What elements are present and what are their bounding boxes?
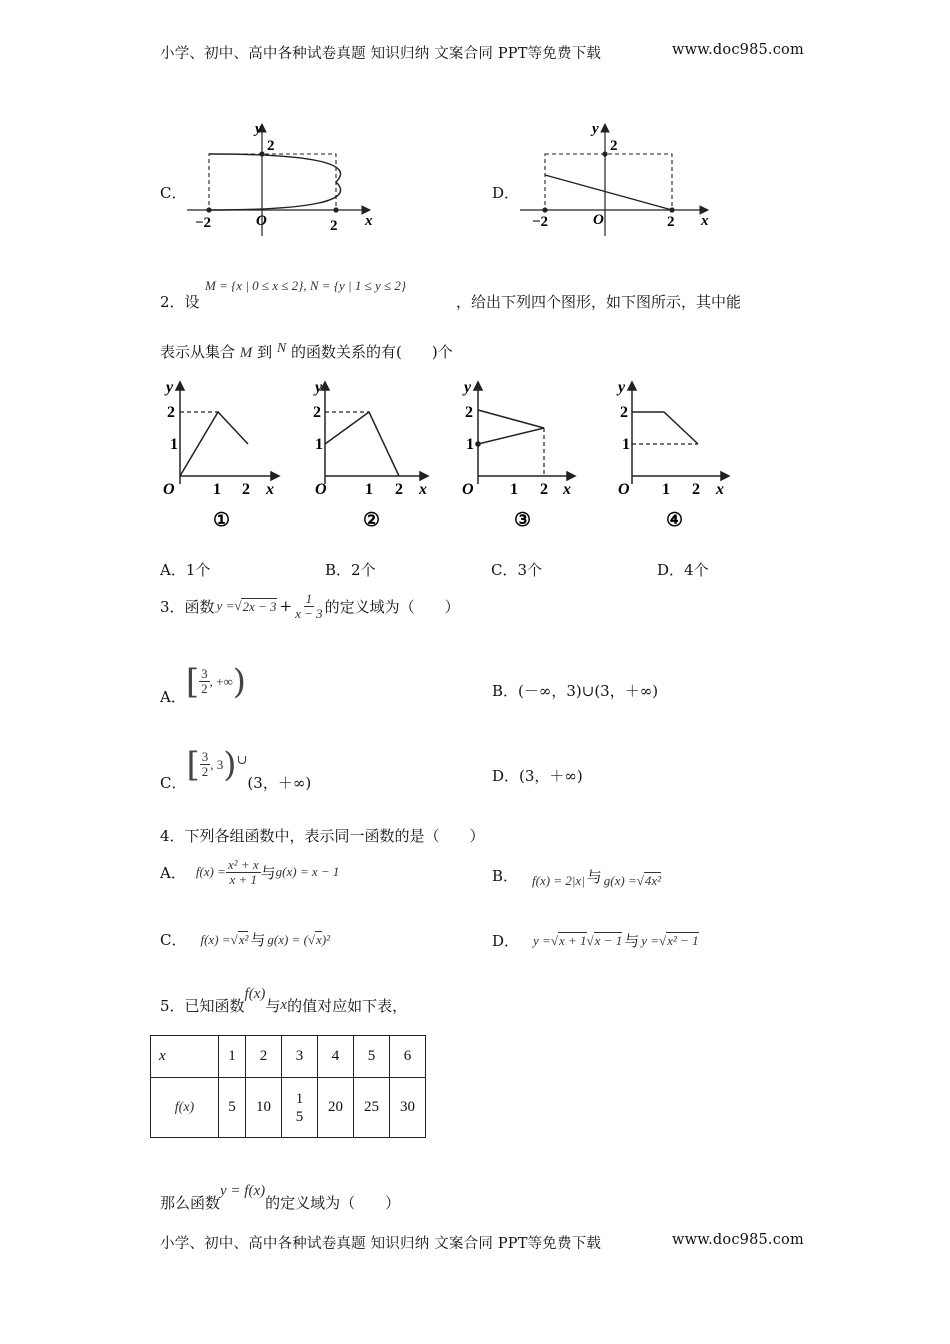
q5-cell: 20 <box>318 1078 354 1138</box>
q2f2-one: 1 <box>315 436 323 453</box>
q2f4-x1: 1 <box>662 481 670 498</box>
q2-line2-a: 表示从集合 <box>160 343 236 361</box>
q2f4-o: O <box>618 481 630 498</box>
q2-figure-3 <box>450 372 585 532</box>
q5-cell: 30 <box>390 1078 426 1138</box>
q5-cell-split-bottom: 5 <box>295 1108 304 1125</box>
q3-a-tail: , +∞ <box>209 673 233 689</box>
q2-number: 2．设 <box>160 293 200 311</box>
q3-option-c[interactable]: C． [ $\frac{3}{2}$ , 3 ) ∪ (3，＋∞) <box>160 744 312 792</box>
q2-figure-2 <box>303 372 438 532</box>
q2-m: M <box>239 345 253 361</box>
q4-a-yu: 与 <box>260 863 276 882</box>
q2f2-two: 2 <box>313 404 321 421</box>
q1d-two-top: 2 <box>610 138 618 154</box>
q3-stem-b: 的定义域为（ ） <box>324 597 460 616</box>
q4-d-f: y = <box>533 932 551 948</box>
q5-cell: 6 <box>390 1036 426 1078</box>
q2-figure-4 <box>606 372 736 532</box>
q4-b-g-rad: 4x² <box>644 873 662 888</box>
q3-frac-num: 1 <box>305 591 313 606</box>
q3-c-den: 2 <box>201 764 209 779</box>
q2f2-x: x <box>419 481 427 498</box>
q4-d-g: y = <box>641 932 660 948</box>
q1d-y-label: y <box>592 121 599 137</box>
q4-b-yu: 与 <box>586 868 602 886</box>
q2f3-two: 2 <box>465 404 473 421</box>
q5-cell: f(x) <box>151 1078 219 1138</box>
q2-option-d[interactable]: D．4个 <box>657 561 709 579</box>
q5-cell-split <box>282 1078 318 1138</box>
q3-c-cup: ∪ <box>236 751 248 767</box>
q2f2-y: y <box>315 379 323 396</box>
q4-a-g: g(x) = x − 1 <box>275 864 340 880</box>
q5-x: x <box>280 997 288 1013</box>
q5-stem-c: 的值对应如下表， <box>287 997 408 1015</box>
q1-option-d-label: D． <box>492 184 520 202</box>
q4-a-den: x + 1 <box>229 871 258 887</box>
q4-c-g-tail: )² <box>321 931 331 947</box>
q5-stem-b: 与 <box>265 997 281 1015</box>
q4-a-label: A． <box>160 863 186 882</box>
q3-func-y: y = <box>216 598 235 614</box>
q2f4-two: 2 <box>620 404 628 421</box>
q5-stem <box>160 983 407 1016</box>
q2-text-a: ，给出下列四个图形，如下图所示，其中能 <box>456 293 742 311</box>
q2f4-x: x <box>716 481 724 498</box>
q3-plus: + <box>279 597 293 616</box>
q2-n: N <box>276 341 287 356</box>
q1c-y-label: y <box>255 121 262 137</box>
q4-option-d[interactable]: D． y = √ x + 1 √ x − 1 与 y = √ x² − 1 <box>492 932 699 950</box>
q4-c-label: C． <box>160 931 187 949</box>
q3-option-a[interactable]: A． [ $\frac{3}{2}$ , +∞ ) <box>160 661 246 706</box>
q1d-neg2: −2 <box>532 214 549 230</box>
q4-option-b[interactable]: B． f(x) = 2|x| 与 g(x) = √ 4x² <box>492 867 662 888</box>
q1-graph-c <box>185 118 385 236</box>
q4-d-g-rad: x² − 1 <box>667 933 699 948</box>
q2f2-o: O <box>315 481 327 498</box>
q2-fig4-label: ④ <box>666 510 684 531</box>
q2f2-x2: 2 <box>395 481 403 498</box>
q4-c-yu: 与 <box>250 931 266 949</box>
q5-next <box>160 1178 400 1213</box>
q4-stem: 4．下列各组函数中，表示同一函数的是（ ） <box>160 827 485 845</box>
q4-d-f-rad2: x − 1 <box>594 933 623 948</box>
q4-c-g: g(x) = ( <box>267 931 308 947</box>
q5-cell: 25 <box>354 1078 390 1138</box>
q2-figure-1 <box>158 372 288 532</box>
q4-c-g-rad: x <box>316 932 322 947</box>
q4-d-yu: 与 <box>624 932 640 950</box>
q5-cell: 4 <box>318 1036 354 1078</box>
q4-b-label: B． <box>492 867 519 885</box>
q5-cell: 1 <box>219 1036 246 1078</box>
q2-sets: M = {x | 0 ≤ x ≤ 2}, N = {y | 1 ≤ y ≤ 2} <box>205 278 407 293</box>
q2f4-x2: 2 <box>692 481 700 498</box>
q3-option-d[interactable]: D．(3，＋∞) <box>492 767 583 785</box>
q2f1-one: 1 <box>170 436 178 453</box>
q5-cell: 5 <box>219 1078 246 1138</box>
q1d-origin: O <box>593 212 604 228</box>
q2-fig3-label: ③ <box>514 510 532 531</box>
q4-d-f-rad1: x + 1 <box>558 933 587 948</box>
header-site[interactable]: www.doc985.com <box>672 42 804 58</box>
q5-cell: 10 <box>246 1078 282 1138</box>
q5-next-b: 的定义域为（ ） <box>265 1194 401 1212</box>
q5-table-row-fx <box>151 1078 426 1138</box>
q3-stem-a: 3．函数 <box>160 597 215 616</box>
q2-to: 到 <box>257 343 273 361</box>
q3-stem: 3．函数 y = √ 2x − 3 + $\frac{1}{x - 3}$ 的定义域为（ ） <box>160 591 460 621</box>
q1c-neg2: −2 <box>195 215 212 231</box>
q3-c-tail: (3，＋∞) <box>247 774 312 792</box>
q5-cell: 3 <box>282 1036 318 1078</box>
header-text: 小学、初中、高中各种试卷真题 知识归纳 文案合同 PPT等免费下载 <box>160 46 602 62</box>
q3-c-label: C． <box>160 774 187 792</box>
q5-cell-split-top: 1 <box>295 1090 304 1107</box>
q2f1-x: x <box>266 481 274 498</box>
q5-cell: 2 <box>246 1036 282 1078</box>
q2f1-y: y <box>166 379 174 396</box>
footer-text: 小学、初中、高中各种试卷真题 知识归纳 文案合同 PPT等免费下载 <box>160 1236 602 1252</box>
q2-option-a[interactable]: A．1个 <box>160 561 211 579</box>
q4-c-f: f(x) = <box>200 931 231 947</box>
q2f3-one: 1 <box>466 436 474 453</box>
q1-graph-d <box>518 118 718 236</box>
q2f1-x1: 1 <box>213 481 221 498</box>
q1d-two-x: 2 <box>667 214 675 230</box>
q1-option-c-label: C． <box>160 184 187 202</box>
q3-a-label: A． <box>160 688 186 706</box>
q5-table-row-x <box>151 1036 426 1078</box>
q4-d-label: D． <box>492 932 520 950</box>
q1c-origin: O <box>256 213 267 229</box>
q3-c-mid: , 3 <box>210 756 224 772</box>
q1c-x-label: x <box>365 213 373 229</box>
q4-c-f-rad: x² <box>238 932 249 947</box>
q3-func-rad: 2x − 3 <box>242 598 277 614</box>
q3-c-num: 3 <box>201 749 209 765</box>
q4-option-c[interactable]: C． f(x) = √ x² 与 g(x) = ( √ x )² <box>160 931 331 949</box>
q4-b-g: g(x) = <box>603 872 637 888</box>
q2-option-b[interactable]: B．2个 <box>325 561 376 579</box>
q5-cell: 5 <box>354 1036 390 1078</box>
q4-b-f: f(x) = 2|x| <box>532 872 585 888</box>
q5-fx: f(x) <box>244 986 266 1002</box>
q2f3-x1: 1 <box>510 481 518 498</box>
q4-a-num: x² + x <box>227 857 259 872</box>
q2-line2-b: 的函数关系的有( )个 <box>291 343 453 361</box>
q2-option-c[interactable]: C．3个 <box>491 561 543 579</box>
q3-a-num: 3 <box>201 666 208 682</box>
q3-option-b[interactable]: B．(－∞，3)∪(3，＋∞) <box>492 682 659 700</box>
q2f4-y: y <box>618 379 626 396</box>
q2f3-o: O <box>462 481 474 498</box>
q5-next-a: 那么函数 <box>160 1194 221 1212</box>
q2-fig1-label: ① <box>213 510 231 531</box>
q2-fig2-label: ② <box>363 510 381 531</box>
q2f3-x2: 2 <box>540 481 548 498</box>
q1c-two-top: 2 <box>267 138 275 154</box>
q2f2-x1: 1 <box>365 481 373 498</box>
q2-line2 <box>160 341 453 362</box>
q2f1-x2: 2 <box>242 481 250 498</box>
q2f4-one: 1 <box>622 436 630 453</box>
q5-next-func: y = f(x) <box>220 1183 266 1199</box>
footer-site[interactable]: www.doc985.com <box>672 1232 804 1248</box>
q2f1-two: 2 <box>167 404 175 421</box>
q3-a-den: 2 <box>201 681 208 696</box>
q5-cell: x <box>151 1036 219 1078</box>
q4-option-a[interactable] <box>160 858 339 886</box>
q1d-x-label: x <box>701 213 709 229</box>
q2f1-o: O <box>163 481 175 498</box>
q4-a-f: f(x) = <box>195 864 226 880</box>
q2f3-y: y <box>464 379 472 396</box>
q3-frac-den: x − 3 <box>295 605 323 621</box>
q5-table <box>150 1035 426 1138</box>
q2f3-x: x <box>563 481 571 498</box>
q5-stem-a: 5．已知函数 <box>160 997 245 1015</box>
q1c-two-x: 2 <box>330 218 338 234</box>
